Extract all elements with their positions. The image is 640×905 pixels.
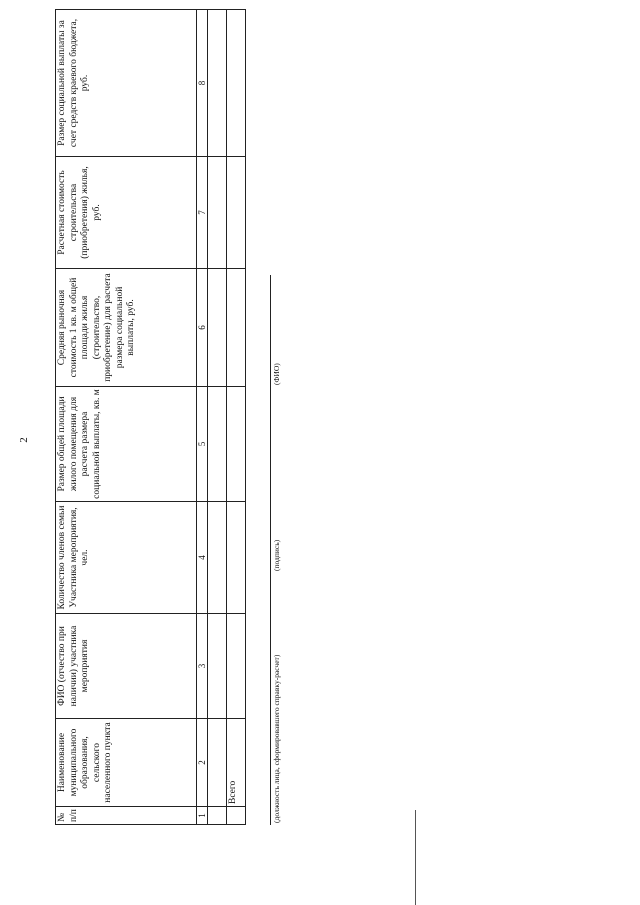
total-cell [227, 387, 246, 502]
total-row [227, 10, 246, 825]
table-cell [208, 10, 227, 157]
calculation-table [55, 9, 246, 825]
table-cell [208, 502, 227, 614]
total-cell [227, 614, 246, 719]
signature-line [270, 275, 271, 825]
page-number: 2 [18, 437, 30, 443]
table-row [208, 10, 227, 825]
column-number-row [197, 10, 208, 825]
total-cell [227, 157, 246, 269]
header-row [56, 10, 197, 825]
table-cell [208, 269, 227, 387]
total-label: Всего [227, 719, 246, 807]
table-cell [208, 807, 227, 825]
column-number: 4 [197, 502, 208, 614]
column-number: 5 [197, 387, 208, 502]
header-cell-average-price: Средняя рыночная стоимость 1 кв. м общей площади жилья (строительство, приобретение) для расчета размера социальной выплаты, руб. [56, 269, 197, 387]
column-number: 1 [197, 807, 208, 825]
column-number: 3 [197, 614, 208, 719]
total-cell [227, 10, 246, 157]
column-number: 7 [197, 157, 208, 269]
header-cell-estimated-cost: Расчетная стоимость строительства (приобретения) жилья, руб. [56, 157, 197, 269]
table-cell [208, 719, 227, 807]
header-cell-housing-area: Размер общей площади жилого помещения для расчета размера социальной выплаты, кв. м [56, 387, 197, 502]
total-cell [227, 269, 246, 387]
total-cell [227, 502, 246, 614]
column-number: 8 [197, 10, 208, 157]
position-label: (должность лица, сформировавшего справку-расчет) [272, 654, 281, 823]
header-cell-municipality: Наименование муниципального образования, сельского населенного пункта [56, 719, 197, 807]
total-cell-blank [227, 807, 246, 825]
header-cell-family-members: Количество членов семьи Участника мероприятия, чел. [56, 502, 197, 614]
column-number: 2 [197, 719, 208, 807]
footer-rule [415, 810, 416, 905]
header-cell-number: № п/п [56, 807, 197, 825]
signature-label: (подпись) [272, 539, 281, 571]
column-number: 6 [197, 269, 208, 387]
table-cell [208, 614, 227, 719]
header-cell-social-payment: Размер социальной выплаты за счет средств краевого бюджета, руб. [56, 10, 197, 157]
table-cell [208, 157, 227, 269]
table-cell [208, 387, 227, 502]
header-cell-participant-name: ФИО (отчество при наличии) участника мероприятия [56, 614, 197, 719]
name-label: (ФИО) [272, 363, 281, 385]
